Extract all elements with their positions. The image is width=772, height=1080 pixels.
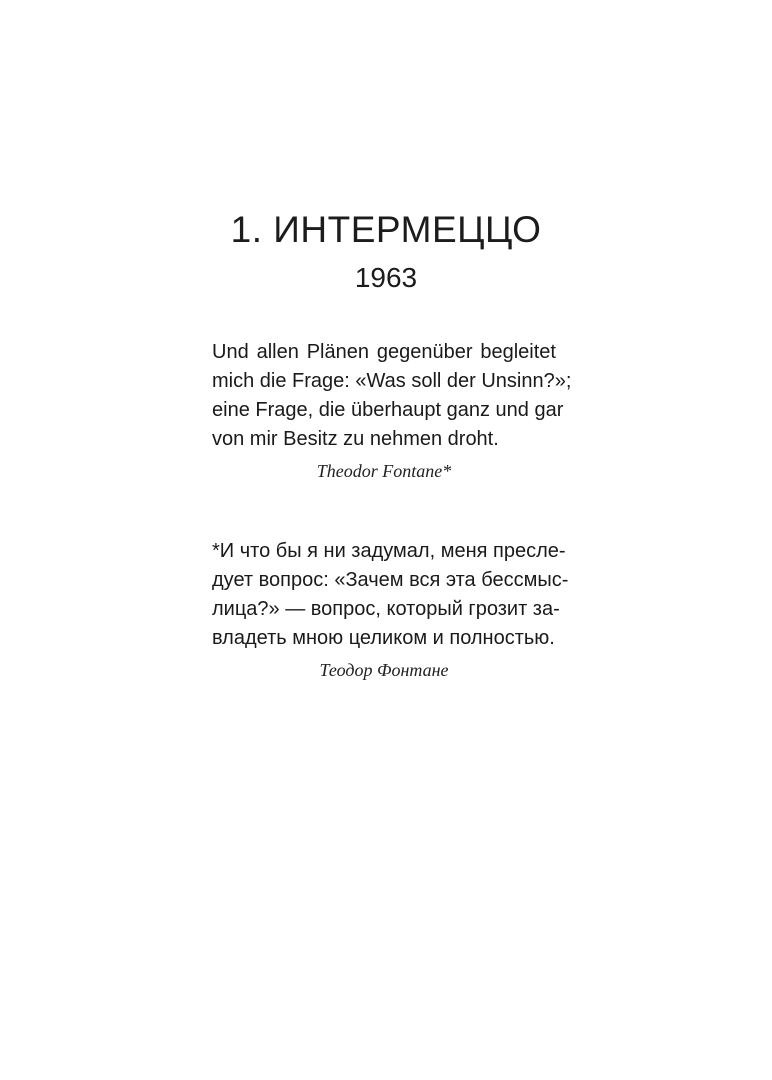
epigraph-line: владеть мною целиком и полностью.: [212, 627, 555, 649]
epigraph-line: дует вопрос: «Зачем вся эта бессмыс-: [212, 569, 569, 591]
epigraph-line: Und allen Plänen gegenüber begleitet: [212, 341, 556, 363]
epigraph-line: eine Frage, die überhaupt ganz und gar: [212, 399, 564, 421]
epigraph-line: mich die Frage: «Was soll der Unsinn?»;: [212, 370, 572, 392]
chapter-title: 1. ИНТЕРМЕЦЦО: [230, 209, 542, 250]
epigraph-attribution: Theodor Fontane*: [316, 461, 452, 481]
epigraph-line: лица?» — вопрос, который грозит за-: [212, 598, 560, 620]
epigraph-line: von mir Besitz zu nehmen droht.: [212, 428, 499, 450]
chapter-year: 1963: [354, 262, 418, 293]
epigraph-german: [212, 338, 572, 484]
epigraph-footnote-translation: [212, 537, 569, 683]
epigraph-line: *И что бы я ни задумал, меня пресле-: [212, 540, 566, 562]
epigraph-attribution: Теодор Фонтане: [319, 660, 449, 680]
